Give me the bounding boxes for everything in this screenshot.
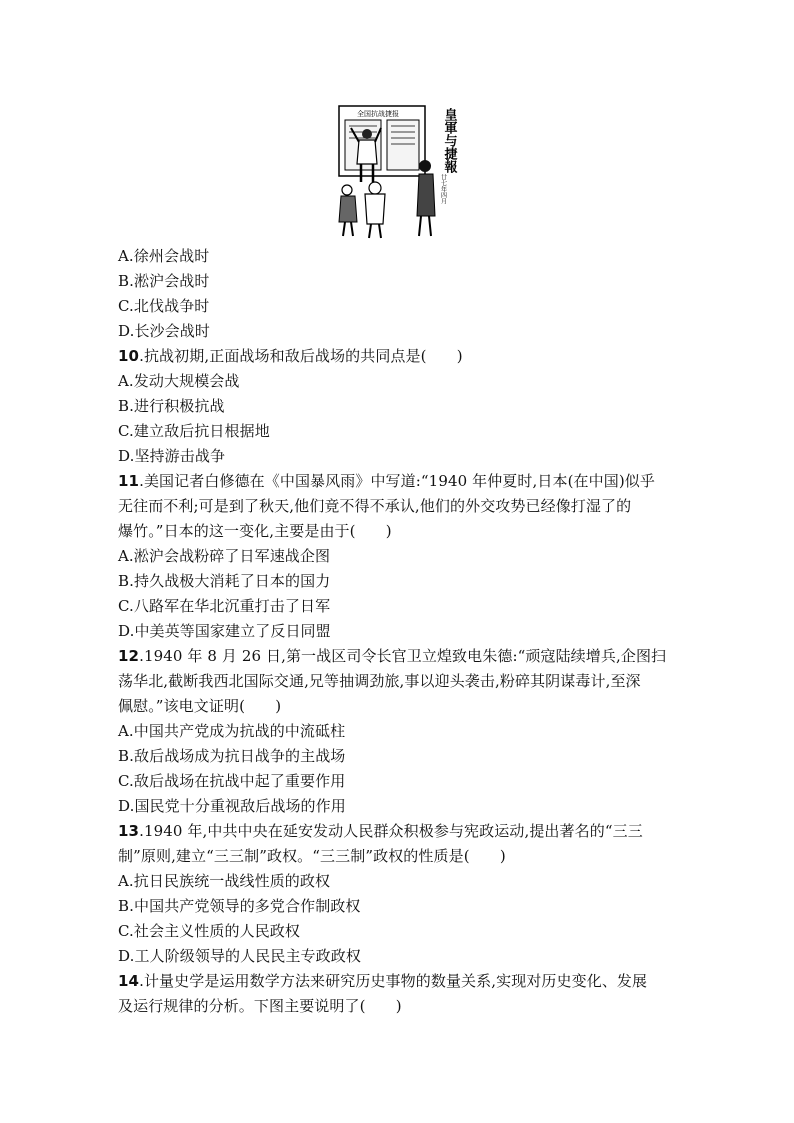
stem-text: .1940 年 8 月 26 日,第一战区司令长官卫立煌致电朱德:“顽寇陆续增兵,企图扫 bbox=[139, 647, 667, 665]
option-c: C.八路军在华北沉重打击了日军 bbox=[118, 597, 331, 615]
option-b: B.淞沪会战时 bbox=[118, 272, 210, 290]
option-d: D.国民党十分重视敌后战场的作用 bbox=[118, 797, 346, 815]
question-11 bbox=[118, 469, 678, 644]
question-number: 11 bbox=[118, 472, 140, 490]
option-c: C.社会主义性质的人民政权 bbox=[118, 922, 301, 940]
question-stem bbox=[118, 469, 678, 494]
option-a: A.抗日民族统一战线性质的政权 bbox=[118, 872, 331, 890]
option-b: B.进行积极抗战 bbox=[118, 397, 225, 415]
svg-text:皇軍与捷報: 皇軍与捷報 bbox=[441, 108, 457, 173]
cartoon-figure bbox=[337, 104, 459, 240]
cartoon-side-note: 廿七年四月 bbox=[439, 174, 447, 204]
stem-text: .抗战初期,正面战场和敌后战场的共同点是( ) bbox=[139, 347, 463, 365]
stem-line: 佩慰。”该电文证明( ) bbox=[118, 697, 282, 715]
option-b: B.持久战极大消耗了日本的国力 bbox=[118, 572, 331, 590]
option-c: C.北伐战争时 bbox=[118, 297, 210, 315]
stem-text: .1940 年,中共中央在延安发动人民群众积极参与宪政运动,提出著名的“三三 bbox=[139, 822, 643, 840]
stem-line: 及运行规律的分析。下图主要说明了( ) bbox=[118, 997, 402, 1015]
question-list bbox=[118, 244, 678, 1019]
question-number: 12 bbox=[118, 647, 140, 665]
question-10 bbox=[118, 344, 678, 469]
question-number: 10 bbox=[118, 347, 140, 365]
option-a: A.徐州会战时 bbox=[118, 247, 210, 265]
stem-line: 无往而不利;可是到了秋天,他们竟不得不承认,他们的外交攻势已经像打湿了的 bbox=[118, 497, 632, 515]
option-d: D.中美英等国家建立了反日同盟 bbox=[118, 622, 331, 640]
question-14 bbox=[118, 969, 678, 1019]
question-stem bbox=[118, 969, 678, 994]
question-12 bbox=[118, 644, 678, 819]
question-13 bbox=[118, 819, 678, 969]
cartoon-illustration bbox=[337, 104, 459, 240]
question-number: 14 bbox=[118, 972, 140, 990]
option-d: D.长沙会战时 bbox=[118, 322, 210, 340]
option-c: C.建立敌后抗日根据地 bbox=[118, 422, 270, 440]
option-d: D.工人阶级领导的人民民主专政政权 bbox=[118, 947, 361, 965]
question-stem bbox=[118, 644, 678, 669]
board-header-text: 全国抗战捷报 bbox=[357, 110, 399, 118]
stem-line: 爆竹。”日本的这一变化,主要是由于( ) bbox=[118, 522, 392, 540]
option-d: D.坚持游击战争 bbox=[118, 447, 226, 465]
stem-text: .计量史学是运用数学方法来研究历史事物的数量关系,实现对历史变化、发展 bbox=[139, 972, 648, 990]
question-number: 13 bbox=[118, 822, 140, 840]
option-a: A.中国共产党成为抗战的中流砥柱 bbox=[118, 722, 346, 740]
question-stem bbox=[118, 344, 678, 369]
option-c: C.敌后战场在抗战中起了重要作用 bbox=[118, 772, 346, 790]
option-b: B.敌后战场成为抗日战争的主战场 bbox=[118, 747, 346, 765]
stem-line: 制”原则,建立“三三制”政权。“三三制”政权的性质是( ) bbox=[118, 847, 506, 865]
option-a: A.淞沪会战粉碎了日军速战企图 bbox=[118, 547, 331, 565]
stem-text: .美国记者白修德在《中国暴风雨》中写道:“1940 年仲夏时,日本(在中国)似乎 bbox=[139, 472, 655, 490]
stem-line: 荡华北,截断我西北国际交通,兄等抽调劲旅,事以迎头袭击,粉碎其阴谋毒计,至深 bbox=[118, 672, 641, 690]
option-b: B.中国共产党领导的多党合作制政权 bbox=[118, 897, 361, 915]
cartoon-caption bbox=[442, 107, 459, 174]
option-a: A.发动大规模会战 bbox=[118, 372, 240, 390]
question-stem bbox=[118, 819, 678, 844]
q9-options bbox=[118, 244, 678, 344]
